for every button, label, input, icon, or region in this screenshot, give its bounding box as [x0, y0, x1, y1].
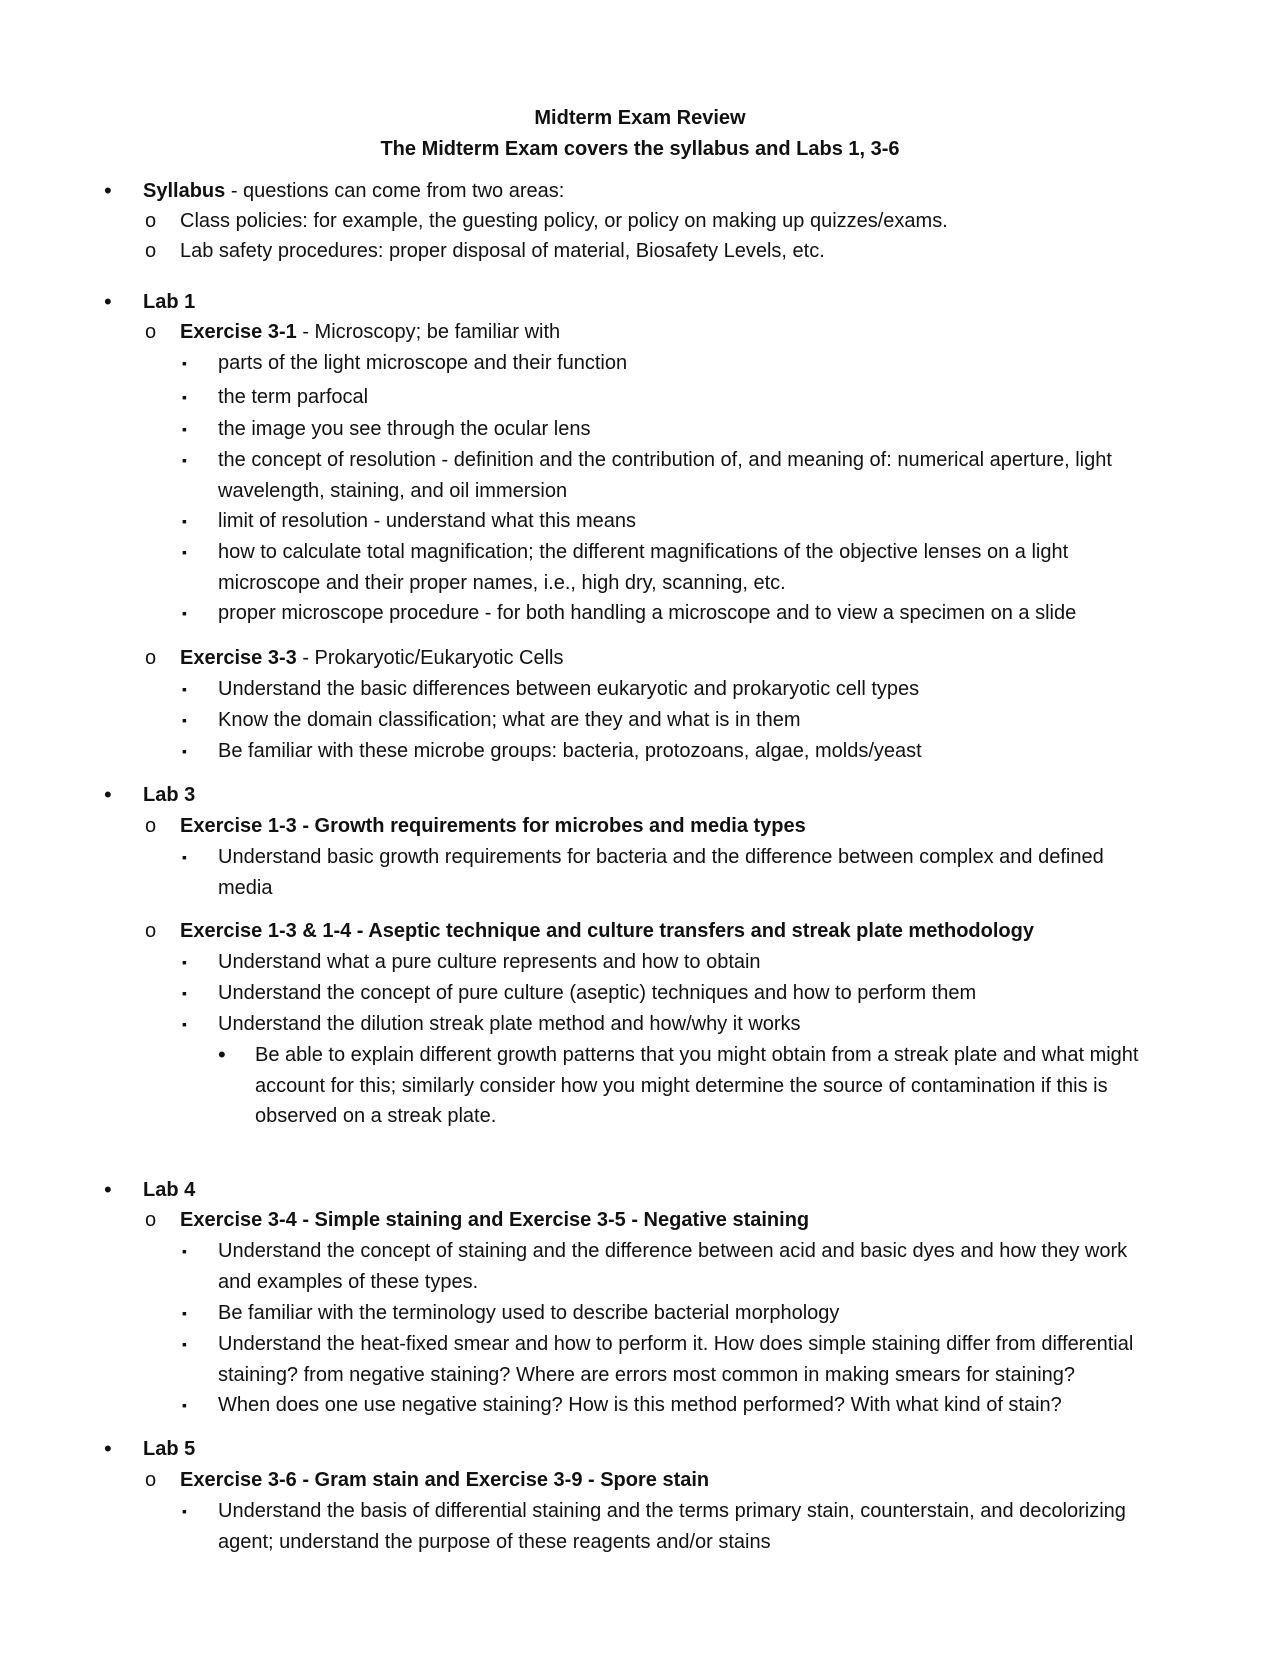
square-bullet-icon: ▪: [182, 681, 187, 697]
bullet-icon: •: [104, 289, 112, 314]
list-item: Understand the concept of pure culture (aseptic) techniques and how to perform them: [218, 982, 977, 1004]
list-item: limit of resolution - understand what this means: [218, 510, 636, 532]
square-bullet-icon: ▪: [182, 421, 187, 437]
bullet-icon: •: [104, 1177, 112, 1202]
square-bullet-icon: ▪: [182, 985, 187, 1001]
list-item: Be familiar with the terminology used to describe bacterial morphology: [218, 1302, 840, 1324]
list-item: Understand the dilution streak plate method and how/why it works: [218, 1013, 801, 1035]
list-item: the term parfocal: [218, 386, 369, 408]
square-bullet-icon: ▪: [182, 355, 187, 371]
square-bullet-icon: ▪: [182, 743, 187, 759]
square-bullet-icon: ▪: [182, 1243, 187, 1259]
square-bullet-icon: ▪: [182, 544, 187, 560]
page-subtitle: The Midterm Exam covers the syllabus and Labs 1, 3-6: [380, 138, 900, 160]
lab3-exercise-1-3: Exercise 1-3 - Growth requirements for microbes and media types: [180, 815, 806, 837]
bullet-icon: •: [218, 1042, 226, 1067]
list-item: proper microscope procedure - for both handling a microscope and to view a specimen on a slide: [218, 602, 1077, 624]
circle-bullet-icon: o: [145, 321, 157, 343]
bullet-icon: •: [104, 782, 112, 807]
circle-bullet-icon: o: [145, 210, 157, 232]
square-bullet-icon: ▪: [182, 1503, 187, 1519]
square-bullet-icon: ▪: [182, 1305, 187, 1321]
list-item: the image you see through the ocular lens: [218, 418, 591, 440]
list-item: Be familiar with these microbe groups: bacteria, protozoans, algae, molds/yeast: [218, 740, 922, 762]
list-item: Understand basic growth requirements for bacteria and the difference between complex and defined media: [218, 846, 1104, 899]
lab5-exercise-3-6: Exercise 3-6 - Gram stain and Exercise 3-9 - Spore stain: [180, 1469, 710, 1491]
list-item: the concept of resolution - definition and the contribution of, and meaning of: numerical aperture, light wavelength, staining, and oil immersion: [218, 449, 1112, 502]
square-bullet-icon: ▪: [182, 712, 187, 728]
circle-bullet-icon: o: [145, 920, 157, 942]
lab1-exercise-3-1: Exercise 3-1 - Microscopy; be familiar with: [180, 321, 561, 343]
page-title: Midterm Exam Review: [534, 107, 746, 129]
circle-bullet-icon: o: [145, 647, 157, 669]
bullet-icon: •: [104, 178, 112, 203]
square-bullet-icon: ▪: [182, 954, 187, 970]
lab1-exercise-3-3: Exercise 3-3 - Prokaryotic/Eukaryotic Cells: [180, 647, 564, 669]
square-bullet-icon: ▪: [182, 1016, 187, 1032]
circle-bullet-icon: o: [145, 815, 157, 837]
list-item: how to calculate total magnification; the different magnifications of the objective lenses on a light microscope and their proper names, i.e., high dry, scanning, etc.: [218, 541, 1069, 594]
square-bullet-icon: ▪: [182, 389, 187, 405]
lab3-exercise-1-3-1-4: Exercise 1-3 & 1-4 - Aseptic technique and culture transfers and streak plate methodology: [180, 920, 1034, 942]
lab3-heading: Lab 3: [143, 784, 196, 806]
list-item: parts of the light microscope and their function: [218, 352, 628, 374]
list-item: Understand the concept of staining and the difference between acid and basic dyes and how they work and examples of these types.: [218, 1240, 1128, 1293]
square-bullet-icon: ▪: [182, 513, 187, 529]
lab4-exercise-3-4: Exercise 3-4 - Simple staining and Exercise 3-5 - Negative staining: [180, 1209, 810, 1231]
square-bullet-icon: ▪: [182, 849, 187, 865]
square-bullet-icon: ▪: [182, 1397, 187, 1413]
list-item: Lab safety procedures: proper disposal of material, Biosafety Levels, etc.: [180, 240, 825, 262]
list-item: Understand the basic differences between eukaryotic and prokaryotic cell types: [218, 678, 920, 700]
circle-bullet-icon: o: [145, 240, 157, 262]
lab1-heading: Lab 1: [143, 291, 196, 313]
square-bullet-icon: ▪: [182, 605, 187, 621]
list-item: Be able to explain different growth patterns that you might obtain from a streak plate and what might account for this; similarly consider how you might determine the source of contamination if this is observed on a streak plate.: [255, 1044, 1139, 1127]
list-item: Class policies: for example, the guesting policy, or policy on making up quizzes/exams.: [180, 210, 948, 232]
lab4-heading: Lab 4: [143, 1179, 196, 1201]
square-bullet-icon: ▪: [182, 1336, 187, 1352]
list-item: Understand the heat-fixed smear and how to perform it. How does simple staining differ from differential staining? from negative staining? Where are errors most common in making smears for staining?: [218, 1333, 1134, 1386]
list-item: Understand the basis of differential staining and the terms primary stain, counterstain, and decolorizing agent; understand the purpose of these reagents and/or stains: [218, 1500, 1126, 1553]
list-item: Understand what a pure culture represents and how to obtain: [218, 951, 761, 973]
list-item: Know the domain classification; what are they and what is in them: [218, 709, 801, 731]
syllabus-heading: Syllabus - questions can come from two areas:: [143, 180, 565, 202]
square-bullet-icon: ▪: [182, 452, 187, 468]
bullet-icon: •: [104, 1436, 112, 1461]
list-item: When does one use negative staining? How is this method performed? With what kind of stain?: [218, 1394, 1062, 1416]
circle-bullet-icon: o: [145, 1209, 157, 1231]
circle-bullet-icon: o: [145, 1469, 157, 1491]
lab5-heading: Lab 5: [143, 1438, 196, 1460]
